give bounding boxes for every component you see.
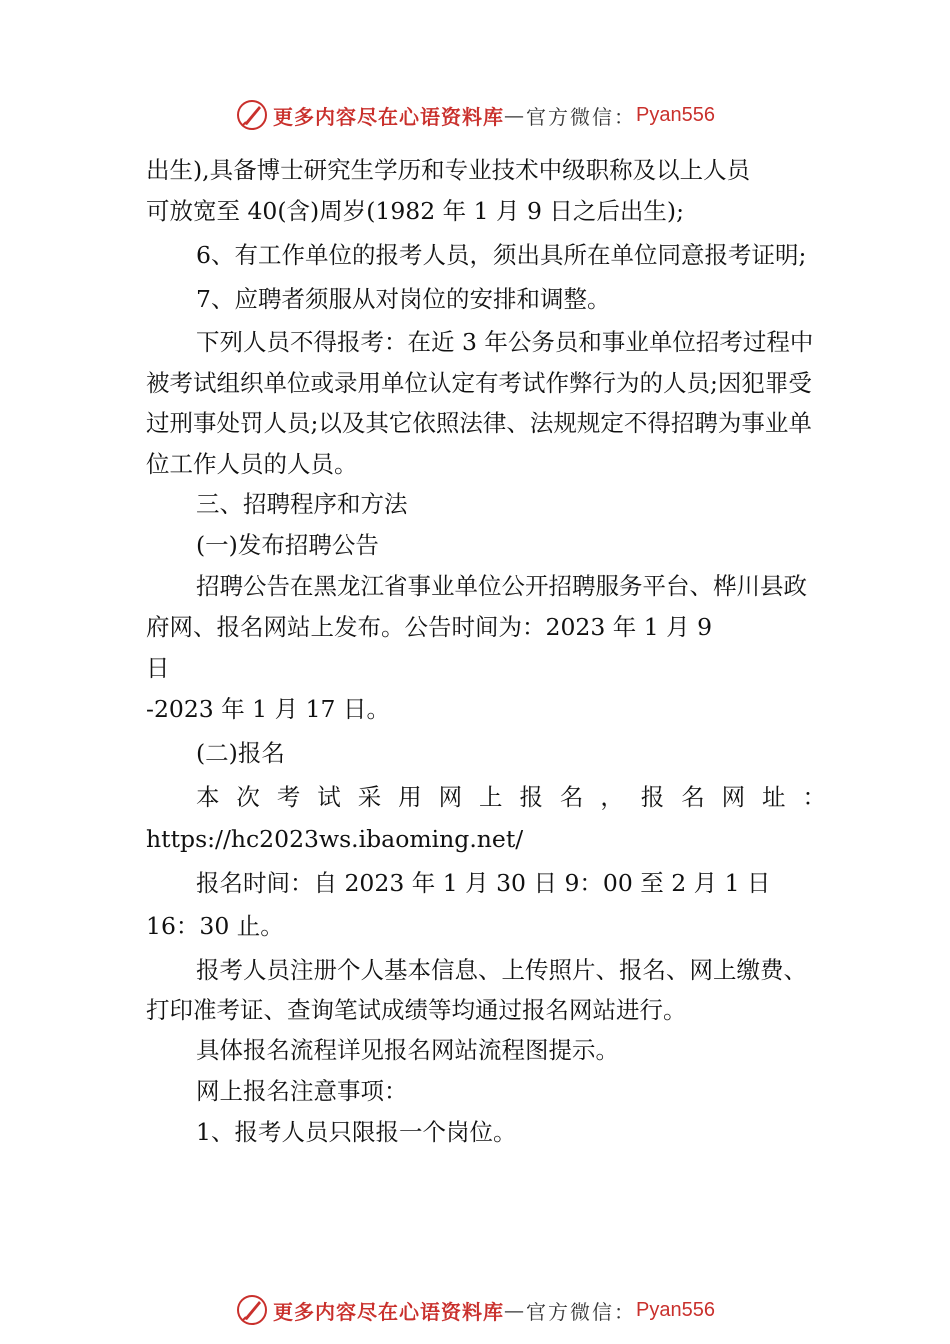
banner-wechat-id: Pyan556 (636, 103, 715, 126)
document-body (146, 150, 826, 1153)
banner-sub: 官方微信： (526, 104, 637, 129)
section-heading-3: 三、招聘程序和方法 (196, 490, 408, 518)
registration-url[interactable]: https://hc2023ws.ibaoming.net/ (146, 825, 524, 853)
paragraph-registration-time: 报名时间：自 2023 年 1 月 30 日 9：00 至 2 月 1 日 16：30 止。 (146, 869, 771, 940)
subsection-heading-2: (二)报名 (196, 739, 285, 767)
banner-dash: — (504, 103, 527, 127)
footer-banner (0, 1290, 950, 1330)
banner-brand: 更多内容尽在心语资料库 (273, 1299, 505, 1324)
banner-wechat-id: Pyan556 (636, 1298, 715, 1321)
paragraph-announcement-end: -2023 年 1 月 17 日。 (146, 695, 390, 723)
paragraph-notes-heading: 网上报名注意事项： (196, 1077, 408, 1105)
paragraph-3: 6、有工作单位的报考人员，须出具所在单位同意报考证明; (196, 241, 807, 269)
paragraph-registration: 本 次 考 试 采 用 网 上 报 名 ， 报 名 网 址 ： (196, 783, 826, 811)
banner-dash: — (504, 1298, 527, 1322)
paragraph-2: 可放宽至 40(含)周岁(1982 年 1 月 9 日之后出生); (146, 197, 685, 225)
subsection-heading-1: (一)发布招聘公告 (196, 531, 379, 559)
banner-brand: 更多内容尽在心语资料库 (273, 104, 505, 129)
paragraph-1: 出生),具备博士研究生学历和专业技术中级职称及以上人员 (146, 156, 751, 184)
paragraph-5: 下列人员不得报考：在近 3 年公务员和事业单位招考过程中被考试组织单位或录用单位认定有考试作弊行为的人员;因犯罪受过刑事处罚人员;以及其它依照法律、法规规定不得招聘为事业单位工作人员的人员。 (146, 328, 814, 478)
quill-seal-icon (235, 98, 269, 132)
header-banner (0, 95, 950, 135)
paragraph-flowchart: 具体报名流程详见报名网站流程图提示。 (196, 1036, 619, 1064)
paragraph-announcement: 招聘公告在黑龙江省事业单位公开招聘服务平台、桦川县政府网、报名网站上发布。公告时间为：2023 年 1 月 9 (146, 572, 807, 641)
quill-seal-icon (235, 1293, 269, 1327)
paragraph-registration-process: 报考人员注册个人基本信息、上传照片、报名、网上缴费、打印准考证、查询笔试成绩等均通过报名网站进行。 (146, 956, 807, 1024)
paragraph-4: 7、应聘者须服从对岗位的安排和调整。 (196, 285, 611, 313)
paragraph-note-1: 1、报考人员只限报一个岗位。 (196, 1118, 517, 1146)
banner-sub: 官方微信： (526, 1299, 637, 1324)
paragraph-announcement-day: 日 (146, 654, 170, 682)
